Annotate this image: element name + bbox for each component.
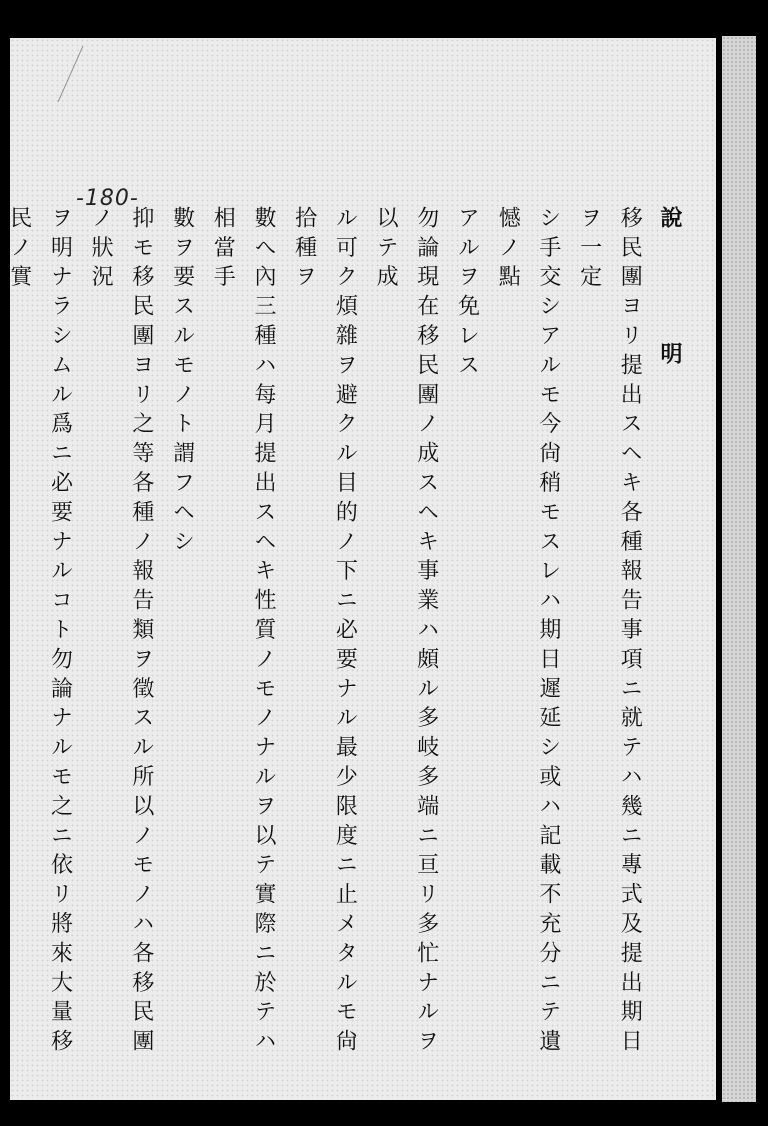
text-line: ル可ク煩雜ヲ避クル目的ノ下ニ必要ナル最少限度ニ止メタルモ尙拾種ヲ (291, 206, 358, 1059)
text-line: ヲ明ナラシムル爲ニ必要ナルコト勿論ナルモ之ニ依リ將來大量移民ノ實 (6, 206, 73, 1059)
text-line: シ手交シアルモ今尙稍モスレハ期日遲延シ或ハ記載不充分ニテ遺憾ノ點 (495, 206, 561, 1059)
page-number: -180- (76, 186, 139, 211)
text-line: 移民團ヨリ提出スヘキ各種報告事項ニ就テハ幾ニ專式及提出期日ヲ一定 (576, 206, 643, 1059)
vertical-text-body (6, 206, 690, 1086)
text-line: アルヲ免レス (454, 206, 480, 383)
text-line: 數へ內三種ハ每月提出スヘキ性質ノモノナルヲ以テ實際ニ於テハ相當手 (210, 206, 276, 1059)
text-line: 抑モ移民團ヨリ之等各種ノ報告類ヲ徵スル所以ノモノハ各移民團ノ狀況 (88, 206, 154, 1059)
adjacent-page-edge (722, 36, 756, 1102)
text-line: 數ヲ要スルモノト謂フヘシ (169, 206, 195, 559)
text-line: 勿論現在移民團ノ成スヘキ事業ハ頗ル多岐多端ニ亘リ多忙ナルヲ以テ成 (373, 206, 439, 1059)
section-heading: 說 明 (657, 206, 683, 410)
